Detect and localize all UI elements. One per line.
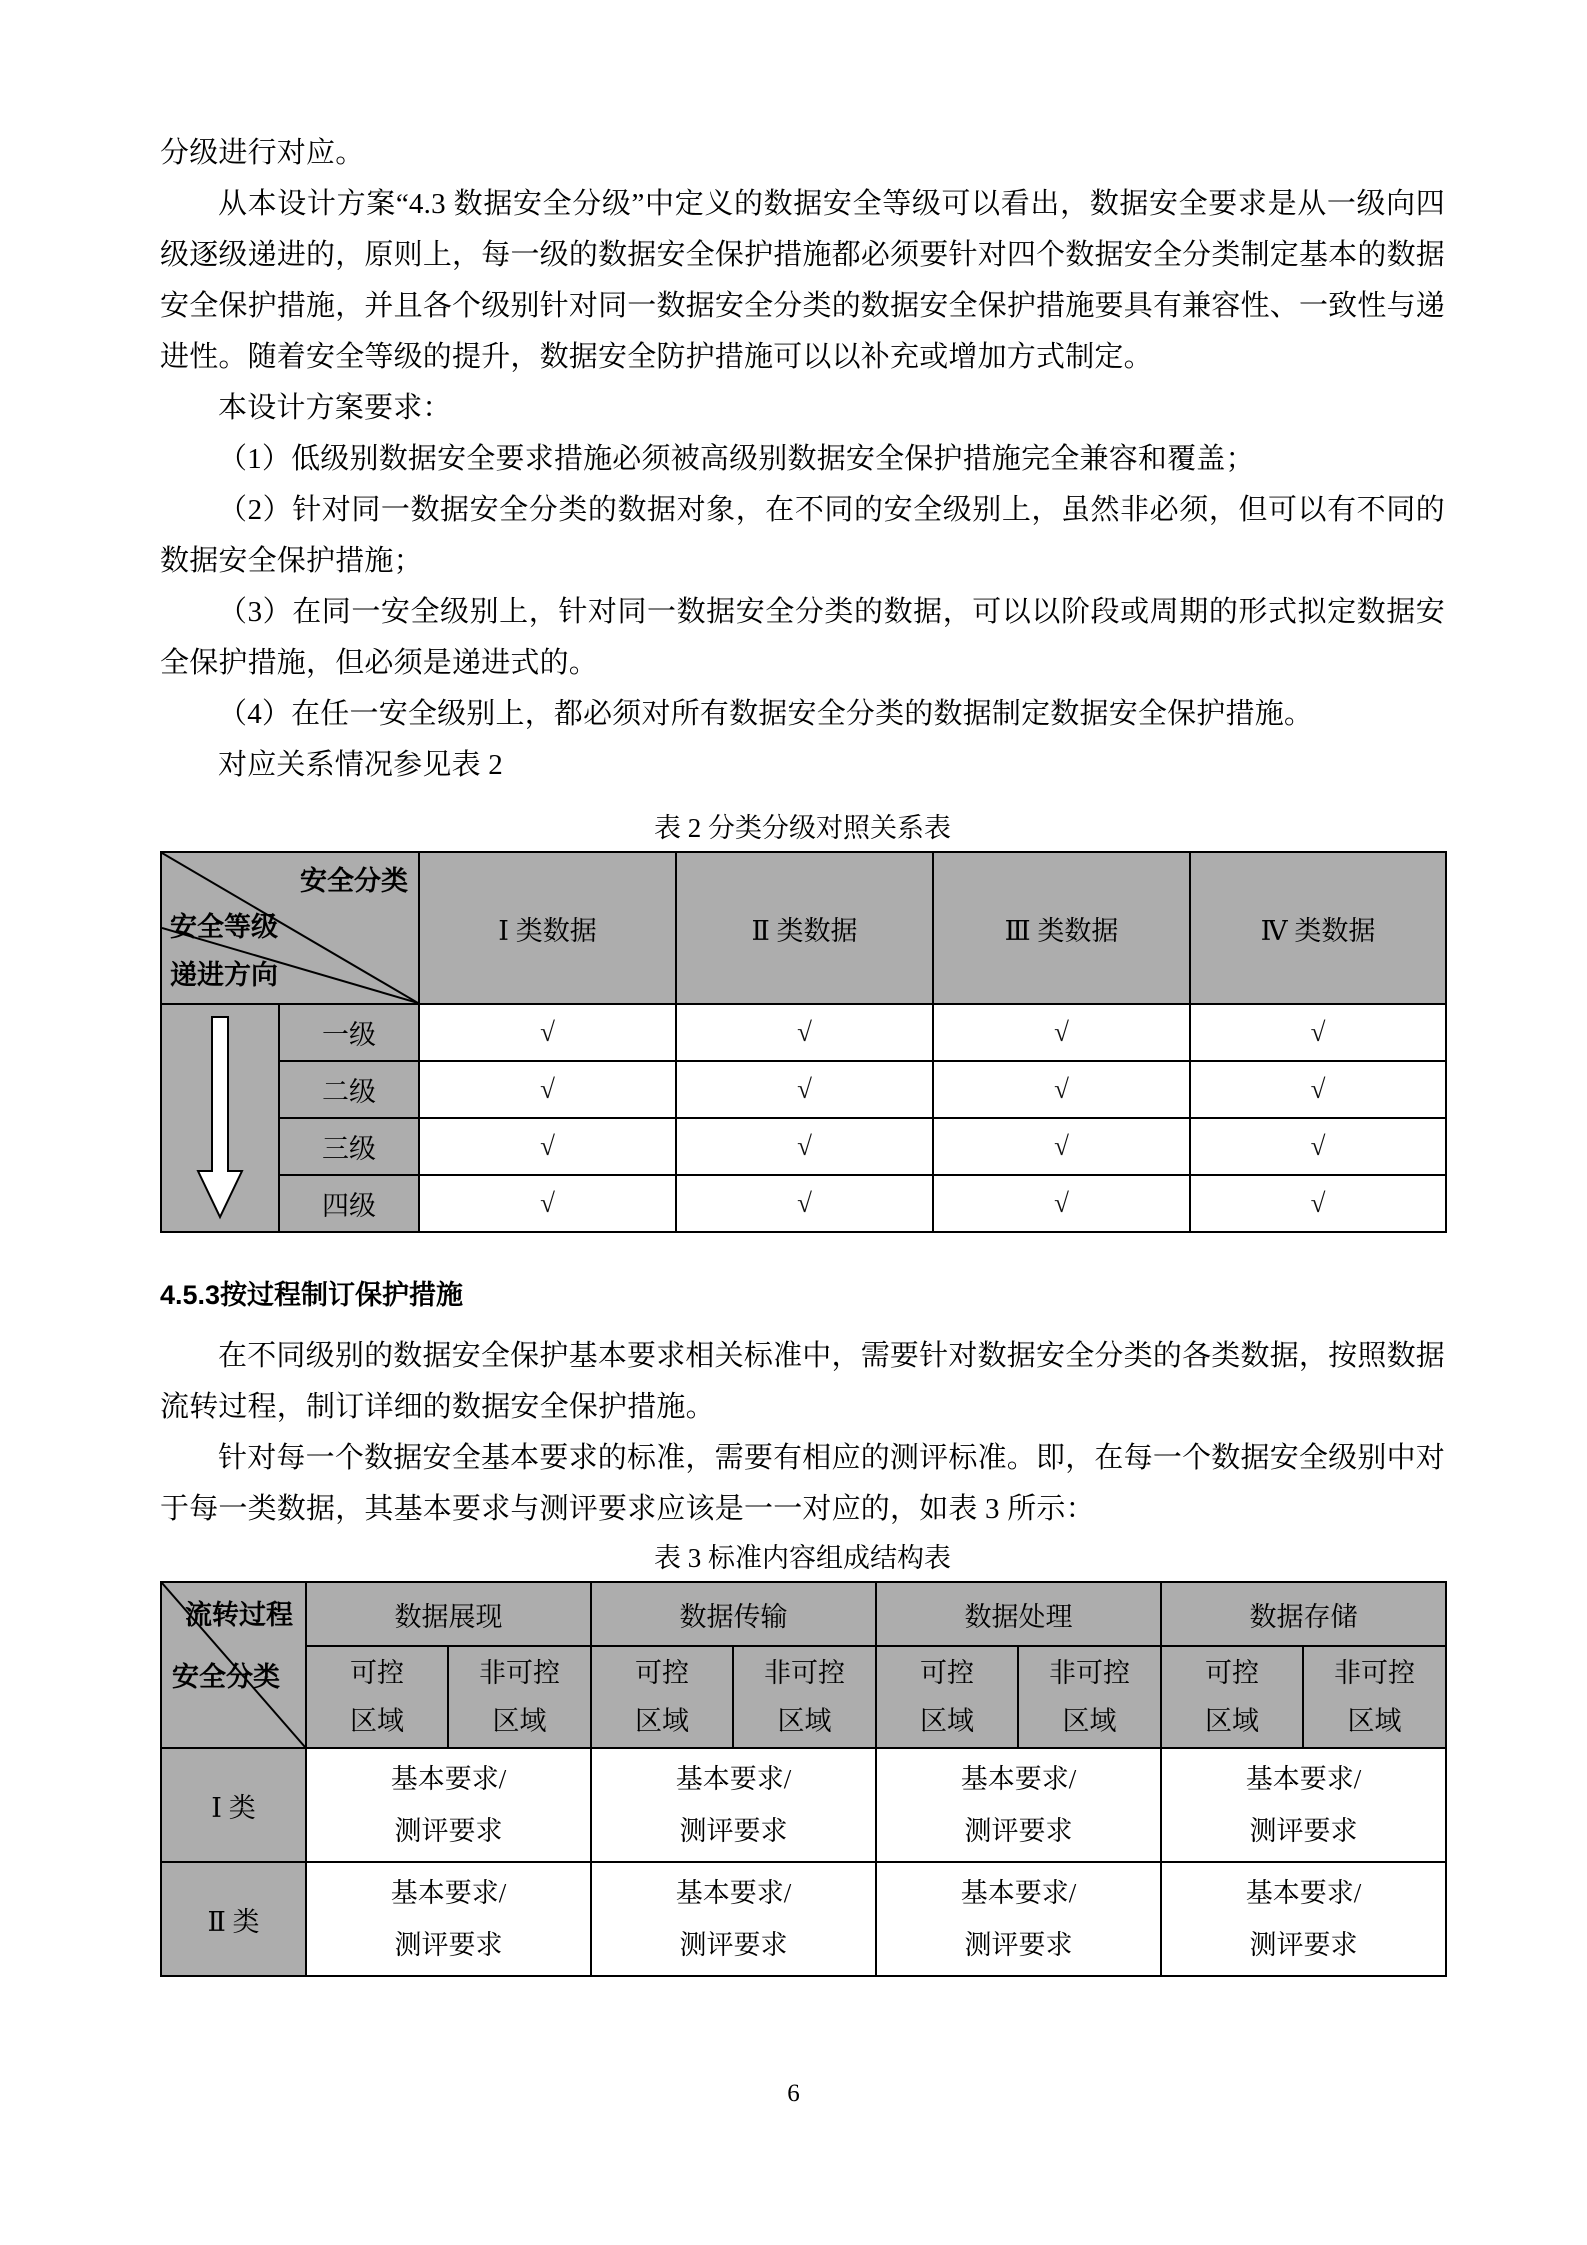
table2-corner-cell xyxy=(161,852,419,1004)
page-content xyxy=(160,128,1445,1977)
table3-sub-header-5: 可控 区域 xyxy=(876,1646,1018,1748)
table2-corner-label-security-level: 安全等级 xyxy=(170,912,278,942)
table3-corner-label-flow-process: 流转过程 xyxy=(185,1600,293,1630)
table2-col-header-4: Ⅳ 类数据 xyxy=(1190,852,1446,1004)
table3-sub-header-7: 可控 区域 xyxy=(1161,1646,1303,1748)
table3-group-header-1: 数据展现 xyxy=(306,1582,591,1646)
table2-cell-r4c1: √ xyxy=(419,1175,676,1232)
table2-cell-r2c1: √ xyxy=(419,1061,676,1118)
table-row xyxy=(161,1175,1446,1232)
table2-cell-r2c4: √ xyxy=(1190,1061,1446,1118)
table2-cell-r1c2: √ xyxy=(676,1004,933,1061)
table3-cell-r1c4: 基本要求/ 测评要求 xyxy=(1161,1748,1446,1862)
table2-cell-r3c2: √ xyxy=(676,1118,933,1175)
table3-cell-r2c4: 基本要求/ 测评要求 xyxy=(1161,1862,1446,1976)
table3-corner-label-security-category: 安全分类 xyxy=(172,1662,280,1692)
table3-cell-r1c2: 基本要求/ 测评要求 xyxy=(591,1748,876,1862)
table2-cell-r1c4: √ xyxy=(1190,1004,1446,1061)
table2-cell-r2c2: √ xyxy=(676,1061,933,1118)
table2-col-header-1: Ⅰ 类数据 xyxy=(419,852,676,1004)
table-row xyxy=(161,1862,1446,1976)
table3-cell-r2c3: 基本要求/ 测评要求 xyxy=(876,1862,1161,1976)
table2-row-label-2: 二级 xyxy=(279,1061,419,1118)
down-arrow-icon xyxy=(194,1013,246,1223)
table-3-standard-content-structure xyxy=(160,1581,1447,1977)
table2-cell-r4c2: √ xyxy=(676,1175,933,1232)
table3-sub-header-3: 可控 区域 xyxy=(591,1646,733,1748)
table2-progression-arrow-cell xyxy=(161,1004,279,1232)
paragraph-4: （1）低级别数据安全要求措施必须被高级别数据安全保护措施完全兼容和覆盖； xyxy=(218,443,1255,475)
table2-cell-r3c1: √ xyxy=(419,1118,676,1175)
table3-sub-header-8: 非可控 区域 xyxy=(1303,1646,1446,1748)
table-row xyxy=(161,1748,1446,1862)
paragraph-8: 对应关系情况参见表 2 xyxy=(218,749,503,781)
table3-cell-r1c1: 基本要求/ 测评要求 xyxy=(306,1748,591,1862)
table3-sub-header-2: 非可控 区域 xyxy=(448,1646,591,1748)
table2-col-header-2: Ⅱ 类数据 xyxy=(676,852,933,1004)
paragraph-6: （3）在同一安全级别上，针对同一数据安全分类的数据，可以以阶段或周期的形式拟定数据安全保护措施，但必须是递进式的。 xyxy=(160,596,1445,679)
paragraph-10: 针对每一个数据安全基本要求的标准，需要有相应的测评标准。即，在每一个数据安全级别中对于每一类数据，其基本要求与测评要求应该是一一对应的，如表 3 所示： xyxy=(160,1442,1445,1525)
table2-row-label-4: 四级 xyxy=(279,1175,419,1232)
paragraph-2: 从本设计方案“4.3 数据安全分级”中定义的数据安全等级可以看出，数据安全要求是从一级向四级逐级递进的，原则上，每一级的数据安全保护措施都必须要针对四个数据安全分类制定基本的数据安全保护措施，并且各个级别针对同一数据安全分类的数据安全保护措施要具有兼容性、一致性与递进性。随着安全等级的提升，数据安全防护措施可以以补充或增加方式制定。 xyxy=(160,188,1445,373)
paragraph-9: 在不同级别的数据安全保护基本要求相关标准中，需要针对数据安全分类的各类数据，按照数据流转过程，制订详细的数据安全保护措施。 xyxy=(160,1340,1445,1423)
table2-row-label-3: 三级 xyxy=(279,1118,419,1175)
table3-sub-header-row xyxy=(161,1646,1446,1748)
table-row xyxy=(161,1118,1446,1175)
paragraph-1: 分级进行对应。 xyxy=(160,137,365,169)
table3-sub-header-6: 非可控 区域 xyxy=(1018,1646,1161,1748)
table3-cell-r2c1: 基本要求/ 测评要求 xyxy=(306,1862,591,1976)
table2-corner-label-security-category: 安全分类 xyxy=(300,866,408,896)
table3-group-header-2: 数据传输 xyxy=(591,1582,876,1646)
table3-cell-r2c2: 基本要求/ 测评要求 xyxy=(591,1862,876,1976)
paragraph-5: （2）针对同一数据安全分类的数据对象，在不同的安全级别上，虽然非必须，但可以有不同的数据安全保护措施； xyxy=(160,494,1445,577)
table2-col-header-3: Ⅲ 类数据 xyxy=(933,852,1190,1004)
table3-caption: 表 3 标准内容组成结构表 xyxy=(654,1543,951,1573)
table2-corner-label-progression-direction: 递进方向 xyxy=(170,960,278,990)
section-heading-4-5-3: 4.5.3按过程制订保护措施 xyxy=(160,1280,464,1310)
page-number: 6 xyxy=(787,2080,800,2107)
table2-cell-r3c4: √ xyxy=(1190,1118,1446,1175)
table3-group-header-row xyxy=(161,1582,1446,1646)
table3-row-label-2: Ⅱ 类 xyxy=(161,1862,306,1976)
table2-cell-r4c3: √ xyxy=(933,1175,1190,1232)
table-row xyxy=(161,1004,1446,1061)
table2-caption: 表 2 分类分级对照关系表 xyxy=(654,813,951,843)
paragraph-7: （4）在任一安全级别上，都必须对所有数据安全分类的数据制定数据安全保护措施。 xyxy=(218,698,1314,730)
table2-header-row xyxy=(161,852,1446,1004)
table2-cell-r3c3: √ xyxy=(933,1118,1190,1175)
table2-cell-r1c3: √ xyxy=(933,1004,1190,1061)
table-row xyxy=(161,1061,1446,1118)
table2-row-label-1: 一级 xyxy=(279,1004,419,1061)
table2-cell-r4c4: √ xyxy=(1190,1175,1446,1232)
table-2-classification-grade-mapping xyxy=(160,851,1447,1233)
table3-group-header-3: 数据处理 xyxy=(876,1582,1161,1646)
table3-row-label-1: Ⅰ 类 xyxy=(161,1748,306,1862)
table3-group-header-4: 数据存储 xyxy=(1161,1582,1446,1646)
table3-sub-header-1: 可控 区域 xyxy=(306,1646,448,1748)
table2-cell-r2c3: √ xyxy=(933,1061,1190,1118)
paragraph-3: 本设计方案要求： xyxy=(218,392,452,424)
table3-cell-r1c3: 基本要求/ 测评要求 xyxy=(876,1748,1161,1862)
table2-cell-r1c1: √ xyxy=(419,1004,676,1061)
table3-corner-cell xyxy=(161,1582,306,1748)
table3-sub-header-4: 非可控 区域 xyxy=(733,1646,876,1748)
